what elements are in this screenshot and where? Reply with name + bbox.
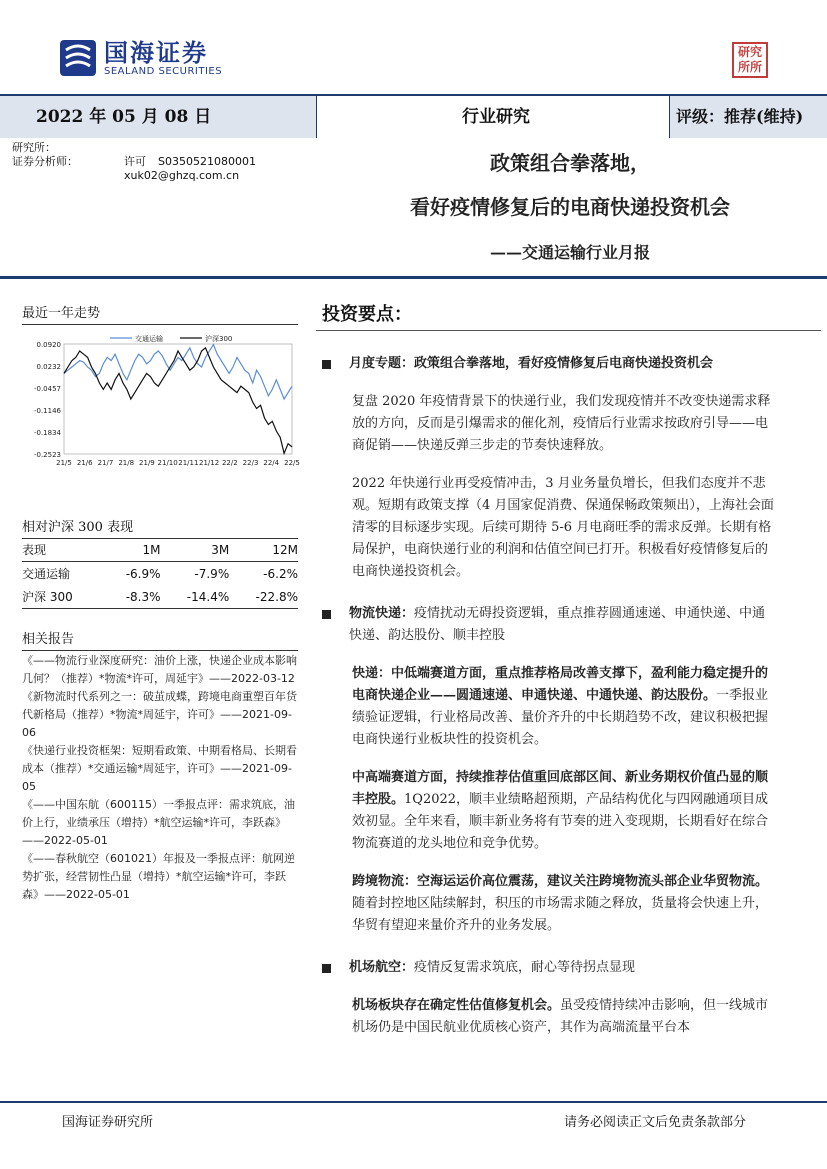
y-tick-label: -0.0457 [33,384,61,393]
company-logo [58,38,222,78]
paragraph [322,995,777,1039]
report-link[interactable]: 《快递行业投资框架：短期看政策、中期看格局、长期看成本（推荐）*交通运输*周延宇，许可》——2021-09-05 [22,744,297,793]
bullet-title: 机场航空： [349,960,415,975]
paragraph-bold: 机场板块存在确定性估值修复机会。 [352,998,561,1013]
analyst-role: 研究所： [12,141,56,154]
paragraph [322,871,777,937]
paragraph: 复盘 2020 年疫情背景下的快递行业，我们发现疫情并不改变快递需求释放的方向，反而是引爆需求的催化剂，疫情后行业需求按政府引导——电商促销——快递反弹三步走的节奏快速释放。 [352,394,771,453]
analyst-email: xuk02@ghzq.com.cn [124,169,240,182]
x-tick-label: 22/4 [263,459,280,467]
title-line-3: ——交通运输行业月报 [489,243,650,262]
key-points-heading: 投资要点： [322,304,412,325]
paragraph [322,663,777,751]
paragraph-text: 虽受疫情持续冲击影响，但一线城市机场仍是中国民航业优质核心资产，其作为高端流量平台本 [352,998,769,1035]
x-tick-label: 21/7 [97,459,114,467]
paragraph-bold: 跨境物流：空海运运价高位震荡，建议关注跨境物流头部企业华贸物流。 [352,874,769,889]
section-label: 行业研究 [462,107,530,127]
x-tick-label: 21/9 [139,459,155,467]
analyst-license-prefix: 许可 [124,155,146,168]
legend-label: 沪深300 [205,335,233,343]
perf-row [22,585,298,609]
report-section [316,96,670,138]
x-tick-label: 22/3 [242,459,259,467]
perf-cell: -7.9% [194,566,230,581]
bullet-aviation [322,957,777,979]
report-date: 2022 年 05 月 08 日 [0,96,316,138]
paragraph-text: 随着封控地区陆续解封，积压的市场需求随之释放，货量将会快速上升，华贸有望迎来量价齐升的业务发展。 [352,896,769,933]
paragraph-text: 1Q2022，顺丰业绩略超预期，产品结构优化与四网融通项目成效初显。全年来看，顺丰新业务将有节奏的进入变现期，长期看好在综合物流赛道的龙头地位和竞争优势。 [352,792,769,851]
y-tick-label: -0.1834 [33,428,61,437]
perf-cell: 交通运输 [22,567,71,581]
header-rule [0,276,827,279]
x-tick-label: 21/8 [118,459,135,467]
perf-header-cell: 12M [229,538,298,562]
x-tick-label: 21/6 [76,459,93,467]
bullet-square-icon [322,360,331,369]
header-band [0,94,827,138]
paragraph-bold: 快递：中低端赛道方面，重点推荐格局改善支撑下，盈利能力稳定提升的电商快递企业——圆通速递、申通快递、中通快递、韵达股份。 [352,666,769,703]
logo-chinese: 国海证券 [104,38,208,67]
x-tick-label: 21/11 [178,459,199,467]
report-link[interactable]: 《——春秋航空（601021）年报及一季报点评：航网逆势扩张，经营韧性凸显（增持）*航空运输*许可，李跃森》——2022-05-01 [22,852,295,901]
bullet-square-icon [322,964,331,973]
perf-cell: -6.2% [263,566,298,581]
bullet-text: 疫情反复需求筑底，耐心等待拐点显现 [414,960,636,975]
paragraph [322,767,777,855]
rating-label: 评级：推荐(维持) [670,96,827,138]
x-tick-label: 21/12 [198,459,220,467]
series-line-hs300 [64,348,292,454]
reports-heading: 相关报告 [22,628,298,651]
bullet-logistics [322,603,777,647]
report-title [320,148,820,263]
main-content [322,353,777,1039]
x-tick-label: 22/2 [221,459,238,467]
perf-cell: -22.8% [229,585,298,609]
sealand-logo-icon [58,38,98,78]
perf-header-cell: 表现 [22,538,104,562]
footer-right: 请务必阅读正文后免责条款部分 [564,1115,747,1130]
perf-cell: -14.4% [161,585,230,609]
y-tick-label: 0.0920 [36,341,61,349]
perf-heading: 相对沪深 300 表现 [22,516,298,539]
report-link[interactable]: 《新物流时代系列之一：破茧成蝶，跨境电商重塑百年货代新格局（推荐）*物流*周延宇，许可》——2021-09-06 [22,690,297,739]
perf-header-row [22,538,298,562]
bullet-text: 疫情扰动无碍投资逻辑，重点推荐圆通速递、申通快递、中通快递、韵达股份、顺丰控股 [349,606,766,643]
series-line-transport [64,345,292,399]
paragraph-bold: 中高端赛道方面，持续推荐估值重回底部区间、新业务期权价值凸显的顺丰控股。 [352,770,769,807]
analyst-license: S0350521080001 [158,155,256,168]
trend-chart [24,330,298,470]
footer-left: 国海证券研究所 [62,1115,154,1130]
research-seal: 研究 所所 [732,42,768,78]
footer-rule [0,1101,827,1103]
heading-rule [316,330,821,331]
perf-header-cell: 3M [161,538,230,562]
analyst-info [12,141,256,183]
analyst-title-label: 证券分析师： [12,155,78,168]
y-tick-label: -0.1146 [33,407,61,416]
perf-table [22,538,298,609]
y-tick-label: 0.0232 [36,362,61,371]
bullet-title: 月度专题：政策组合拳落地，看好疫情修复后电商快递投资机会 [349,356,714,371]
perf-cell: -6.9% [125,566,161,581]
bullet-monthly-topic [322,353,777,375]
logo-english: SEALAND SECURITIES [104,65,223,77]
title-line-1: 政策组合拳落地， [490,151,650,175]
trend-heading: 最近一年走势 [22,302,298,325]
y-tick-label: -0.2523 [33,451,61,459]
plot-frame [64,344,292,454]
related-reports [22,652,298,904]
perf-cell: -8.3% [104,585,160,609]
perf-header-cell: 1M [104,538,160,562]
title-line-2: 看好疫情修复后的电商快递投资机会 [410,195,730,219]
x-tick-label: 22/5 [284,459,300,467]
paragraph-text: 一季报业绩验证逻辑，行业格局改善、量价齐升的中长期趋势不改，建议积极把握电商快递行业板块性的投资机会。 [352,688,769,747]
report-link[interactable]: 《——中国东航（600115）一季报点评：需求筑底，油价上行，业绩承压（增持）*航空运输*许可，李跃森》——2022-05-01 [22,798,295,847]
x-tick-label: 21/5 [56,459,72,467]
paragraph: 2022 年快递行业再受疫情冲击，3 月业务量负增长，但我们态度并不悲观。短期有政策支撑（4 月国家促消费、保通保畅政策频出），上海社会面清零的目标逐步实现。后续可期待 5-6 月电商旺季的需求反弹。长期有格局保护，电商快递行业的利润和估值空间已打开。积极看好疫情修复后的电商快递投资机会。 [352,476,774,579]
x-tick-label: 21/10 [157,459,178,467]
legend-label: 交通运输 [135,335,163,343]
bullet-title: 物流快递： [349,606,415,621]
bullet-square-icon [322,610,331,619]
perf-row [22,562,298,586]
report-link[interactable]: 《——物流行业深度研究：油价上涨，快递企业成本影响几何？（推荐）*物流*许可，周延宇》——2022-03-12 [22,654,297,685]
perf-cell: 沪深 300 [22,585,104,609]
